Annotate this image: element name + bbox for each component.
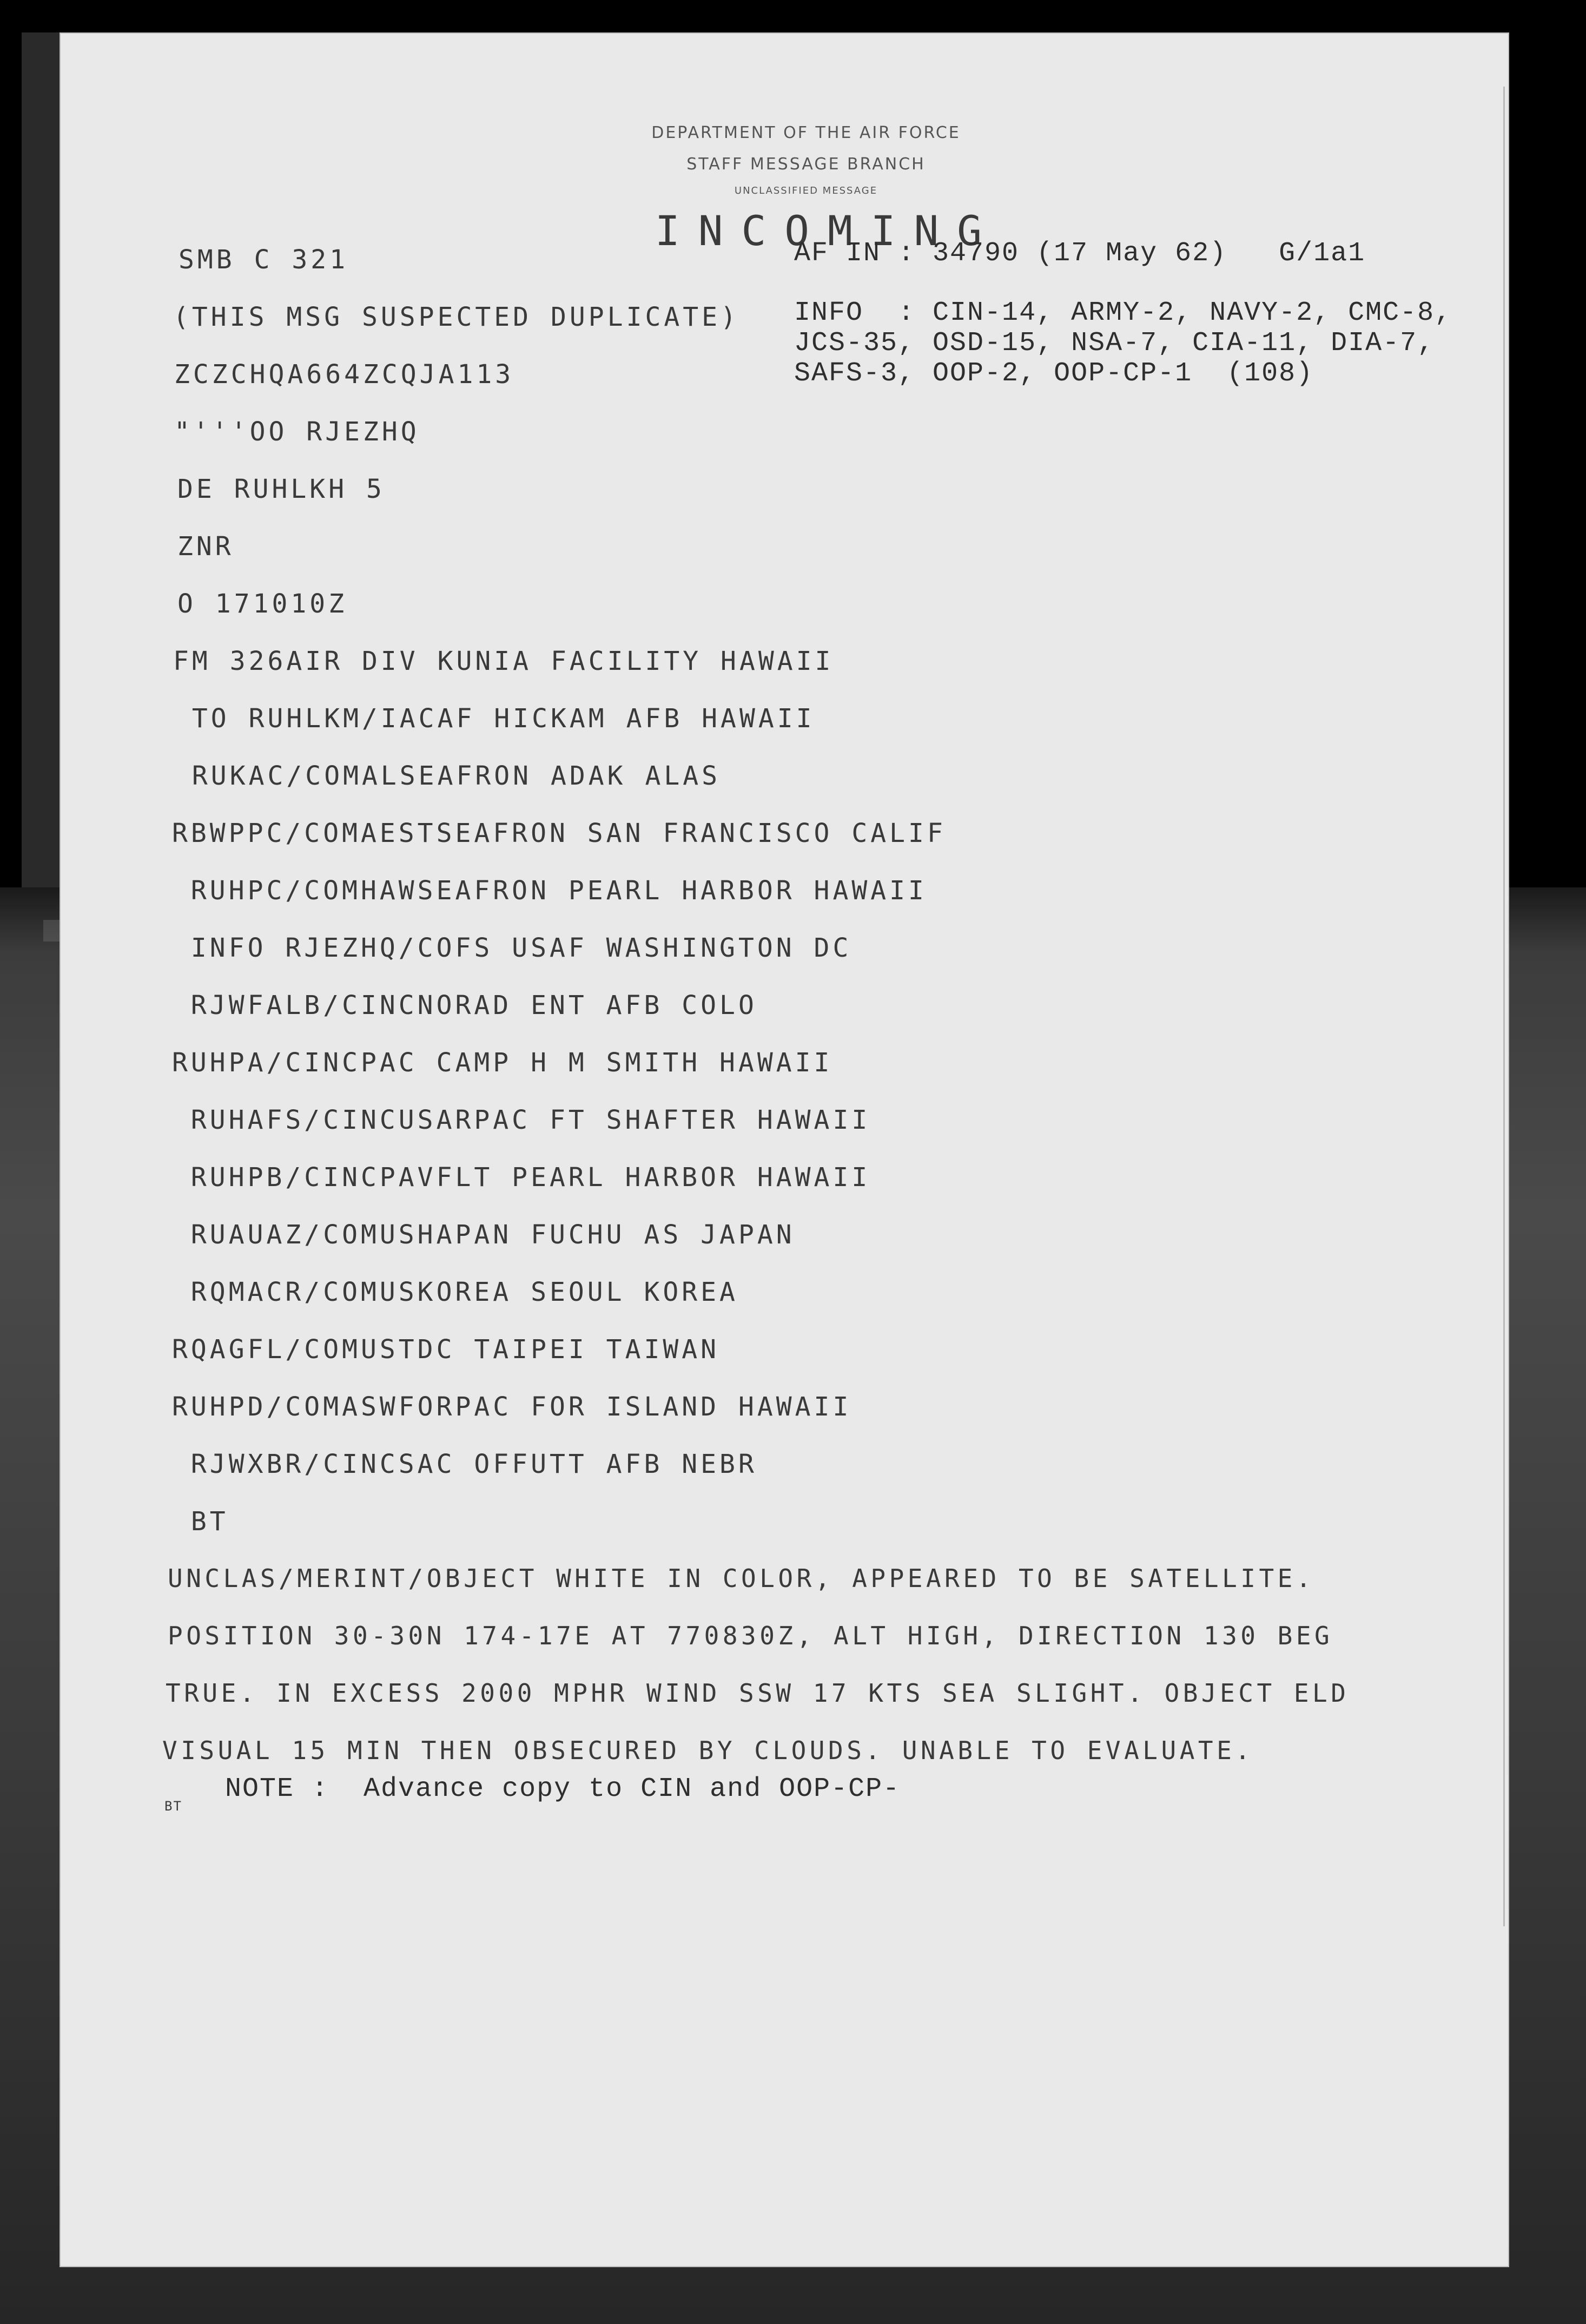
sheet-edge-line	[1503, 87, 1505, 1926]
routing-line: "'''OO RJEZHQ	[174, 417, 420, 447]
info-distribution-line: INFO : CIN-14, ARMY-2, NAVY-2, CMC-8,	[794, 298, 1452, 328]
routing-line: RUHAFS/CINCUSARPAC FT SHAFTER HAWAII	[172, 1105, 871, 1135]
bt-marker: BT	[164, 1799, 182, 1814]
routing-line: BT	[172, 1506, 229, 1537]
routing-line: RUHPB/CINCPAVFLT PEARL HARBOR HAWAII	[172, 1162, 871, 1193]
af-in-number: AF IN : 34790 (17 May 62) G/1a1	[794, 238, 1366, 269]
routing-line: RQAGFL/COMUSTDC TAIPEI TAIWAN	[172, 1334, 720, 1365]
routing-line: TO RUHLKM/IACAF HICKAM AFB HAWAII	[173, 703, 815, 734]
classification-line: UNCLASSIFIED MESSAGE	[734, 185, 878, 196]
routing-line: FM 326AIR DIV KUNIA FACILITY HAWAII	[173, 646, 834, 676]
routing-line: RUAUAZ/COMUSHAPAN FUCHU AS JAPAN	[172, 1220, 795, 1250]
routing-line: RUKAC/COMALSEAFRON ADAK ALAS	[173, 761, 721, 791]
body-line: VISUAL 15 MIN THEN OBSECURED BY CLOUDS. UNABLE TO EVALUATE.	[162, 1736, 1254, 1765]
duplicate-note: (THIS MSG SUSPECTED DUPLICATE)	[173, 302, 739, 332]
branch-line: STAFF MESSAGE BRANCH	[686, 155, 926, 174]
routing-line: ZNR	[177, 531, 234, 562]
routing-line: RQMACR/COMUSKOREA SEOUL KOREA	[172, 1277, 738, 1307]
advance-copy-note: NOTE : Advance copy to CIN and OOP-CP-	[225, 1774, 901, 1805]
routing-line: RBWPPC/COMAESTSEAFRON SAN FRANCISCO CALIF	[172, 818, 946, 848]
info-distribution-line: JCS-35, OSD-15, NSA-7, CIA-11, DIA-7,	[794, 328, 1435, 359]
routing-line: RUHPD/COMASWFORPAC FOR ISLAND HAWAII	[172, 1392, 852, 1422]
body-line: UNCLAS/MERINT/OBJECT WHITE IN COLOR, APPEARED TO BE SATELLITE.	[168, 1564, 1315, 1593]
routing-line: O 171010Z	[177, 589, 348, 619]
routing-line: RUHPC/COMHAWSEAFRON PEARL HARBOR HAWAII	[172, 875, 927, 906]
incoming-stamp: INCOMING	[655, 207, 1001, 255]
smb-number: SMB C 321	[179, 245, 349, 275]
routing-line: ZCZCHQA664ZCQJA113	[174, 359, 514, 390]
message-sheet	[60, 32, 1509, 2267]
department-line: DEPARTMENT OF THE AIR FORCE	[651, 123, 961, 142]
routing-line: INFO RJEZHQ/COFS USAF WASHINGTON DC	[172, 933, 852, 963]
body-line: POSITION 30-30N 174-17E AT 770830Z, ALT HIGH, DIRECTION 130 BEG	[168, 1621, 1333, 1650]
info-distribution-line: SAFS-3, OOP-2, OOP-CP-1 (108)	[794, 358, 1314, 389]
routing-line: RUHPA/CINCPAC CAMP H M SMITH HAWAII	[172, 1048, 833, 1078]
routing-line: RJWFALB/CINCNORAD ENT AFB COLO	[172, 990, 757, 1021]
body-line: TRUE. IN EXCESS 2000 MPHR WIND SSW 17 KTS SEA SLIGHT. OBJECT ELD	[166, 1678, 1350, 1708]
routing-line: DE RUHLKH 5	[177, 474, 385, 504]
routing-line: RJWXBR/CINCSAC OFFUTT AFB NEBR	[172, 1449, 757, 1479]
